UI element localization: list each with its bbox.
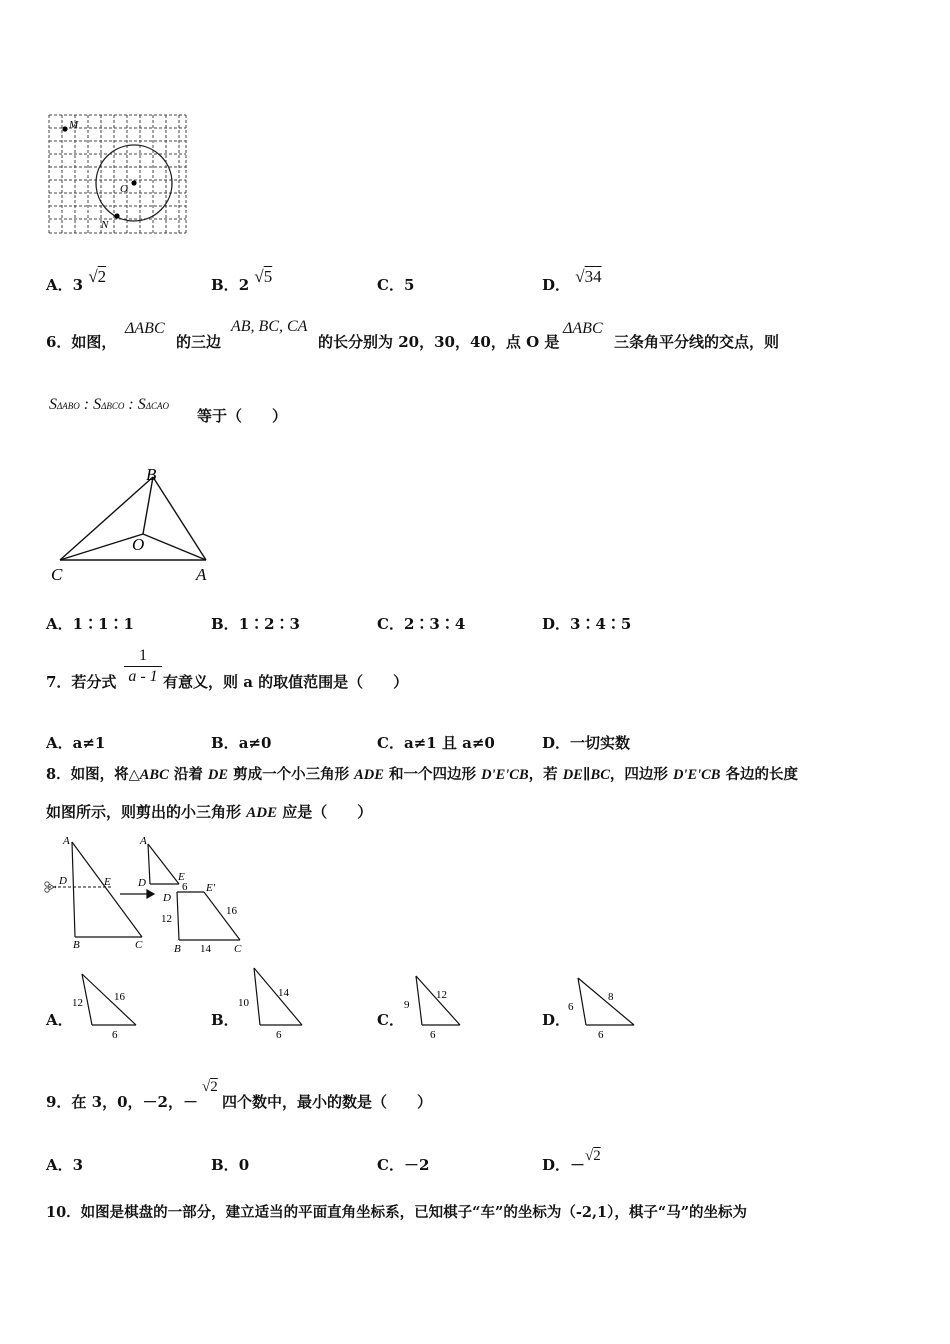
q8-option-b-triangle[interactable] [234, 964, 306, 1040]
option-text: a≠0 [238, 734, 272, 752]
q8-label-d2: D [138, 877, 146, 889]
q9-suffix: 四个数中，最小的数是（ ） [222, 1093, 433, 1111]
math-ade: ADE [354, 767, 384, 783]
math-de: DE [562, 767, 583, 783]
q8-label-d3: D [163, 892, 171, 904]
radicand: 34 [584, 267, 602, 286]
q8-label-d: D [59, 875, 67, 887]
option-letter: A． [46, 615, 73, 633]
option-text: a≠1 且 a≠0 [403, 734, 495, 752]
option-text: a≠1 [72, 734, 106, 752]
q6-option-d[interactable] [542, 613, 631, 634]
text-run: 8．如图，将△ [46, 766, 140, 783]
option-letter: C． [377, 615, 404, 633]
math-quad: D'E'CB [481, 767, 529, 783]
option-letter: D． [542, 1011, 571, 1029]
math-abc: ABC [139, 767, 169, 783]
subscript: ΔBCO [101, 401, 125, 411]
side-left: 6 [568, 1001, 574, 1013]
ratio-colon: : [124, 396, 138, 413]
option-text: 3 [72, 1156, 84, 1174]
q8-line-1 [46, 765, 798, 785]
q5-option-b[interactable] [211, 267, 273, 295]
option-text: － [570, 1156, 586, 1174]
option-text: 0 [238, 1156, 250, 1174]
q7-option-c[interactable] [377, 732, 495, 753]
q9-option-c[interactable] [377, 1154, 429, 1175]
text-run: 沿着 [168, 766, 208, 783]
side-base: 6 [276, 1029, 282, 1040]
q6-text-4: 等于（ ） [197, 407, 288, 425]
text-run: ，若 [528, 766, 563, 783]
q8-label-14: 14 [200, 943, 211, 955]
q6-sides: AB, BC, CA [231, 318, 308, 335]
q8-label-a: A [63, 835, 70, 847]
option-letter: B． [211, 1156, 239, 1174]
q8-option-c-triangle[interactable] [400, 972, 468, 1040]
fraction-bar [124, 666, 162, 667]
side-hypotenuse: 16 [114, 991, 125, 1003]
text-run: 应是（ ） [277, 803, 373, 821]
q8-label-c: C [135, 939, 143, 951]
q6-text-1: 的三边 [176, 333, 222, 351]
q7-fraction [124, 647, 162, 686]
side-hypotenuse: 14 [278, 987, 289, 999]
option-letter: D． [542, 276, 571, 294]
q6-option-a[interactable] [46, 613, 134, 634]
text-run: 和一个四边形 [383, 766, 482, 783]
q5-label-m: M [69, 119, 79, 131]
option-text: 1∶1∶1 [72, 615, 134, 633]
option-letter: B． [211, 734, 239, 752]
area-symbol: S [49, 396, 57, 413]
q9-prefix: 9．在 3，0，－2，－ [46, 1093, 198, 1111]
q6-text-2: 的长分别为 20，30，40，点 O 是 [318, 333, 560, 351]
q8-label-12: 12 [161, 913, 172, 925]
q8-label-e2: E [178, 871, 185, 883]
q8-option-d-triangle[interactable] [566, 972, 640, 1040]
q8-cut-figure [42, 832, 252, 962]
q5-option-d[interactable] [542, 267, 602, 295]
side-left: 9 [404, 999, 410, 1011]
side-hypotenuse: 8 [608, 991, 614, 1003]
option-text: －2 [403, 1156, 430, 1174]
option-text: 一切实数 [570, 734, 631, 752]
side-base: 6 [598, 1029, 604, 1040]
option-letter: A． [46, 734, 73, 752]
option-letter: B． [211, 1011, 239, 1029]
q8-label-c3: C [234, 943, 242, 955]
q5-label-n: N [101, 219, 109, 231]
math-de: DE [207, 767, 229, 783]
option-text: 1∶2∶3 [238, 615, 300, 633]
q9-option-d[interactable] [542, 1148, 601, 1175]
q5-label-o: O [120, 183, 128, 195]
ratio-colon: : [79, 396, 94, 413]
q7-suffix: 有意义，则 a 的取值范围是（ ） [163, 673, 409, 691]
option-letter: D． [542, 734, 571, 752]
radicand: 5 [263, 267, 273, 286]
text-run: 剪成一个小三角形 [228, 766, 355, 783]
option-letter: C． [377, 1011, 404, 1029]
q8-label-e: E [104, 876, 111, 888]
q5-option-c[interactable] [377, 274, 414, 295]
q7-option-d[interactable] [542, 732, 630, 753]
q6-label-o: O [132, 535, 145, 554]
side-base: 6 [112, 1029, 118, 1040]
q7-prefix: 7．若分式 [46, 673, 117, 691]
option-letter: B． [211, 615, 239, 633]
side-hypotenuse: 12 [436, 989, 447, 1001]
q7-option-a[interactable] [46, 732, 105, 753]
arrow-right-icon [120, 890, 154, 898]
fraction-numerator: 1 [139, 647, 147, 664]
math-ade: ADE [246, 805, 278, 821]
q5-option-a[interactable] [46, 267, 107, 295]
fraction-denominator: a - 1 [128, 668, 158, 685]
sqrt-expression: √34 [575, 267, 602, 286]
q6-triangle-abc-1: ΔABC [125, 320, 165, 337]
q8-label-a2: A [140, 835, 147, 847]
q5-grid-circle-figure [46, 112, 190, 238]
q9-option-b[interactable] [211, 1154, 249, 1175]
option-letter: A． [46, 276, 73, 294]
option-letter: C． [377, 276, 404, 294]
q9-option-a[interactable] [46, 1154, 83, 1175]
sqrt-expression: √2 [585, 1148, 601, 1164]
q8-label-b: B [73, 939, 80, 951]
side-left: 12 [72, 997, 83, 1009]
sqrt-expression: √5 [254, 267, 273, 286]
q8-label-b3: B [174, 943, 181, 955]
option-value: 2 [238, 276, 250, 294]
option-value: 3 [72, 276, 84, 294]
q8-option-a[interactable] [46, 1009, 73, 1030]
option-letter: D． [542, 615, 571, 633]
text-run: 如图所示，则剪出的小三角形 [46, 803, 247, 821]
parallel-symbol: ∥ [582, 766, 591, 783]
option-letter: C． [377, 1156, 404, 1174]
q8-label-16: 16 [226, 905, 237, 917]
option-letter: D． [542, 1156, 571, 1174]
sqrt-expression: √2 [88, 267, 107, 286]
option-text: 2∶3∶4 [403, 615, 466, 633]
q6-label-a: A [196, 565, 207, 584]
q6-area-ratio [49, 396, 169, 414]
side-base: 6 [430, 1029, 436, 1040]
text-run: ，四边形 [609, 766, 673, 783]
q6-text-3: 三条角平分线的交点，则 [614, 333, 780, 351]
radicand: 2 [210, 1079, 218, 1095]
math-bc: BC [590, 767, 610, 783]
subscript: ΔCAO [145, 401, 170, 411]
q7-option-b[interactable] [211, 732, 271, 753]
q6-triangle-abc-2: ΔABC [563, 320, 603, 337]
radicand: 2 [97, 267, 107, 286]
option-letter: C． [377, 734, 404, 752]
subscript: ΔABO [57, 401, 80, 411]
q8-line-2 [46, 802, 372, 823]
q6-option-b[interactable] [211, 613, 300, 634]
q6-label-c: C [51, 565, 63, 584]
side-left: 10 [238, 997, 249, 1009]
area-symbol: S [93, 396, 102, 413]
q6-number: 6．如图， [46, 333, 117, 351]
option-text: 3∶4∶5 [570, 615, 632, 633]
option-letter: A． [46, 1011, 73, 1029]
option-letter: B． [211, 276, 239, 294]
q8-label-e3: E' [206, 882, 216, 894]
math-quad: D'E'CB [672, 767, 721, 783]
q8-option-a-triangle[interactable] [70, 970, 142, 1040]
option-value: 5 [403, 276, 415, 294]
q6-label-b: B [146, 465, 157, 484]
text-run: 各边的长度 [720, 766, 799, 783]
option-letter: A． [46, 1156, 73, 1174]
q9-sqrt-expression: √2 [202, 1079, 218, 1095]
radicand: 2 [593, 1148, 601, 1164]
q10-text: 10．如图是棋盘的一部分，建立适当的平面直角坐标系，已知棋子“车”的坐标为（-2,1），棋子“马”的坐标为 [46, 1204, 748, 1221]
q8-label-6: 6 [182, 881, 188, 893]
area-symbol: S [137, 396, 146, 413]
q6-triangle-figure [48, 462, 218, 584]
q6-option-c[interactable] [377, 613, 465, 634]
